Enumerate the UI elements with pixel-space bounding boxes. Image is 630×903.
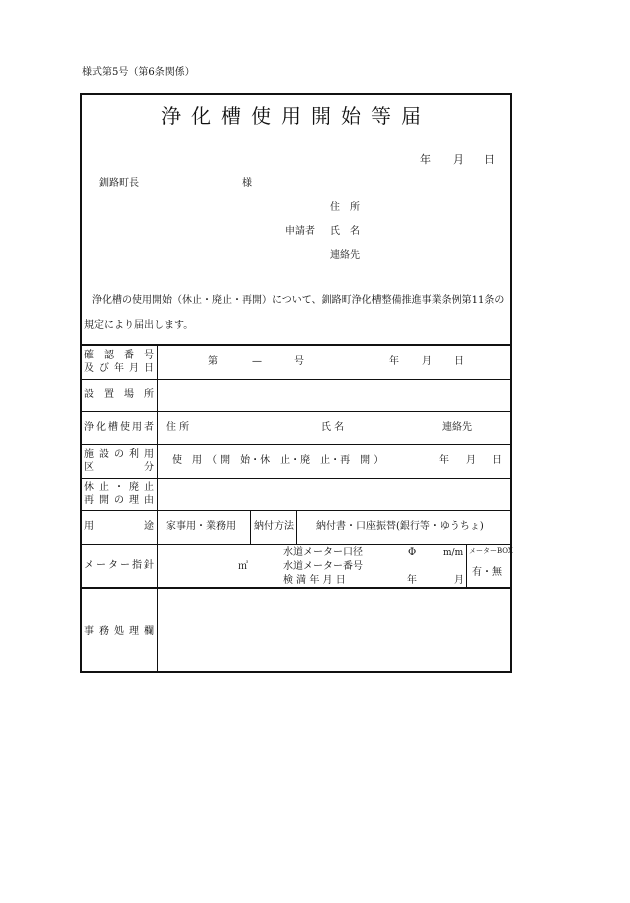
inspection-year: 年 [407, 575, 417, 586]
date-month: 月 [453, 153, 464, 166]
form-title: 浄化槽使用開始等届 [161, 104, 431, 128]
facility-usage-year: 年 [439, 455, 449, 466]
payment-label: 納付方法 [254, 521, 294, 532]
user-contact: 連絡先 [442, 422, 472, 433]
confirmation-label-line1: 確認番号 [84, 350, 154, 361]
meter-box-divider [466, 544, 467, 587]
installation-location-label: 設置場所 [84, 389, 154, 400]
reason-label-line2: 再開の理由 [84, 495, 154, 506]
applicant-contact-label: 連絡先 [330, 250, 360, 261]
confirmation-year: 年 [389, 356, 399, 367]
honorific: 様 [242, 178, 252, 189]
facility-usage-label-line1: 施設の利用 [84, 449, 154, 460]
office-use-label: 事務処理欄 [84, 626, 154, 637]
facility-usage-value: 使 用 （ 開 始・休 止・廃 止・再 開 ） [172, 455, 384, 466]
meter-reading-label: メーター指針 [84, 560, 154, 571]
usage-column-divider [250, 510, 251, 544]
phi-symbol: Φ [408, 547, 417, 558]
meter-number-label: 水道メーター番号 [283, 561, 363, 572]
applicant-name-label: 氏 名 [330, 226, 360, 237]
row-divider [80, 444, 512, 445]
facility-usage-label-line2: 区 分 [84, 462, 154, 473]
payment-value: 納付書・口座振替(銀行等・ゆうちょ) [316, 521, 484, 532]
mm-unit: m/m [443, 548, 464, 558]
usage-label: 用途 [84, 521, 154, 532]
date-day: 日 [484, 153, 495, 166]
form-frame [80, 93, 512, 673]
confirmation-dash: — [252, 356, 262, 367]
meter-caliber-label: 水道メーター口径 [283, 547, 363, 558]
date-year: 年 [420, 153, 431, 166]
row-divider [80, 379, 512, 380]
meter-box-label: メーターBOX [469, 547, 513, 555]
confirmation-month: 月 [422, 356, 432, 367]
confirmation-label-line2: 及び年月日 [84, 363, 154, 374]
facility-usage-day: 日 [492, 455, 502, 466]
inspection-month: 月 [454, 575, 464, 586]
applicant-label: 申請者 [285, 226, 315, 237]
row-divider [80, 411, 512, 412]
table-top-line [80, 344, 512, 346]
applicant-address-label: 住 所 [330, 202, 360, 213]
reason-label-line1: 休止・廃止 [84, 482, 154, 493]
cubic-meter-unit: ㎥ [238, 561, 248, 572]
label-column-divider [157, 344, 158, 673]
confirmation-day: 日 [454, 356, 464, 367]
user-address: 住 所 [166, 422, 190, 433]
inspection-date-label: 検 満 年 月 日 [283, 575, 346, 586]
meter-box-value: 有・無 [472, 567, 502, 578]
payment-column-divider [296, 510, 297, 544]
facility-usage-month: 月 [466, 455, 476, 466]
addressee: 釧路町長 [99, 178, 139, 189]
confirmation-go: 号 [294, 356, 304, 367]
confirmation-dai: 第 [208, 356, 218, 367]
usage-value: 家事用・業務用 [166, 521, 236, 532]
user-name: 氏 名 [321, 422, 345, 433]
row-divider-thick [80, 587, 512, 589]
row-divider [80, 478, 512, 479]
user-label: 浄化槽使用者 [84, 422, 154, 433]
row-divider [80, 544, 512, 545]
form-reference: 様式第5号（第6条関係） [82, 67, 195, 78]
notification-text: 浄化槽の使用開始（休止・廃止・再開）について、釧路町浄化槽整備推進事業条例第11条の規定により届出します。 [84, 295, 505, 331]
